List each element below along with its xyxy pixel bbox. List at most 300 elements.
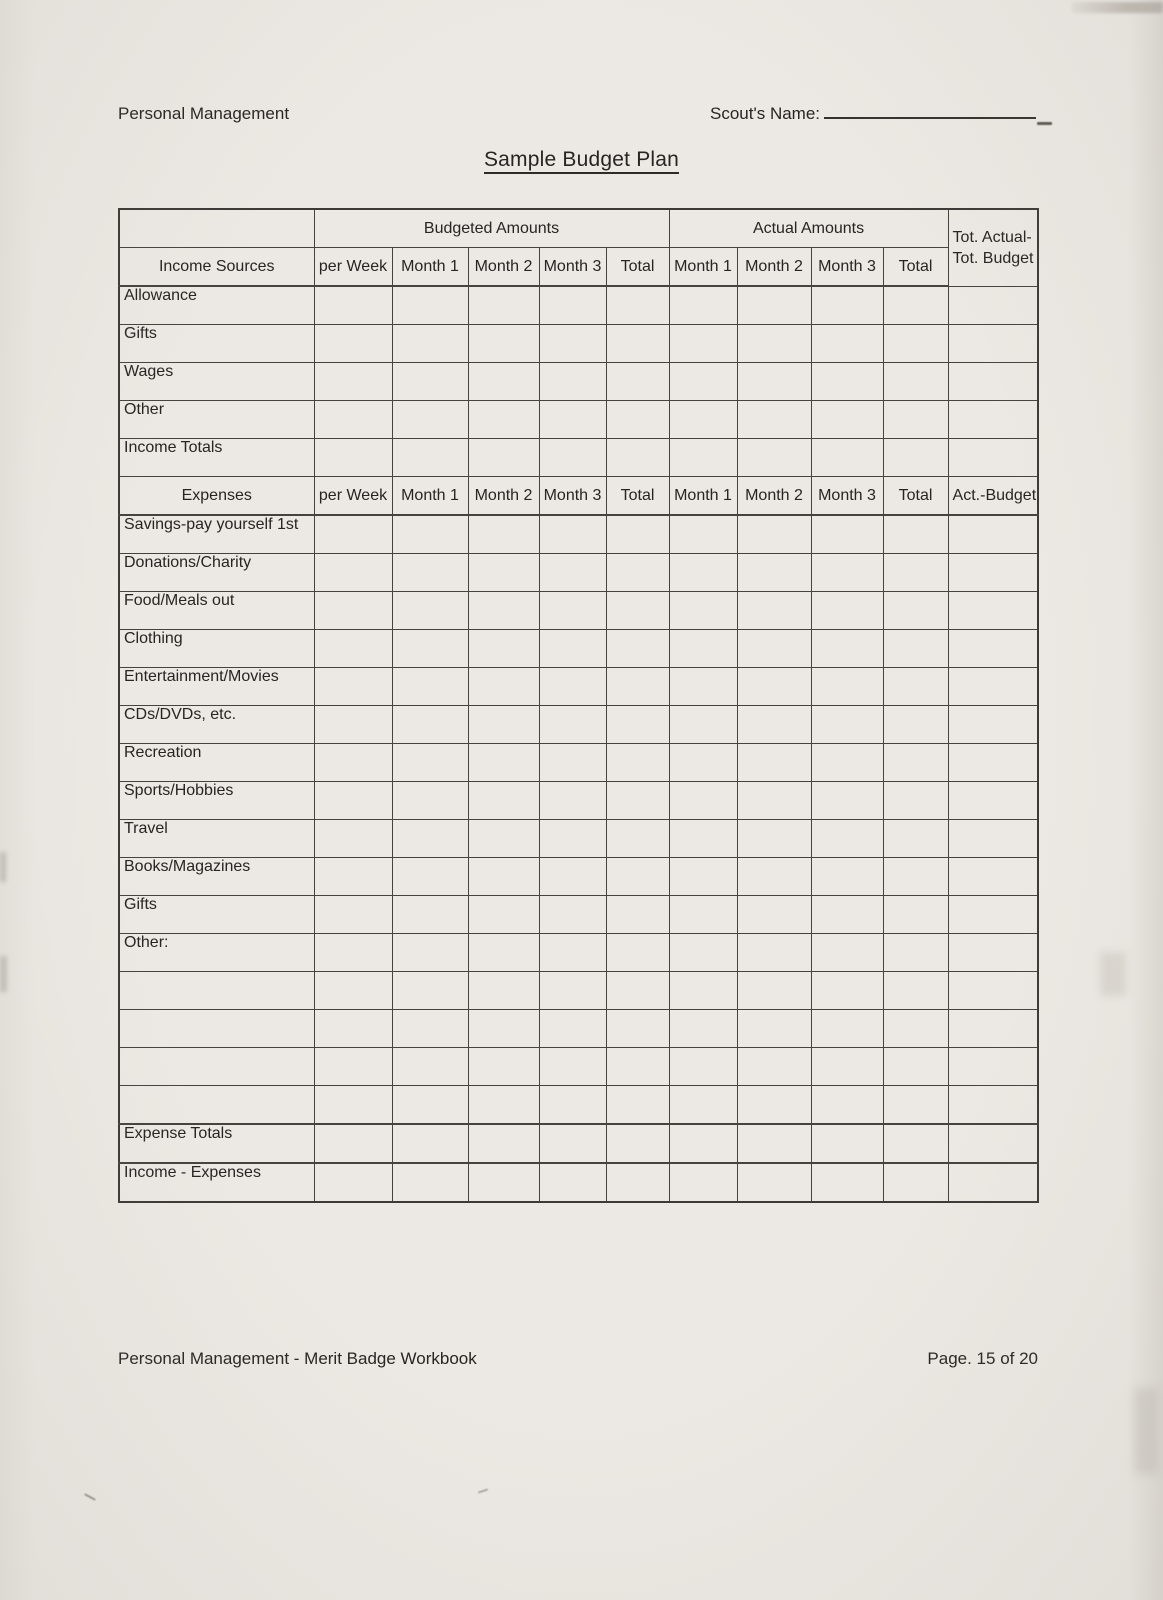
empty-data-cell [669, 896, 737, 934]
empty-data-cell [539, 1124, 606, 1163]
empty-data-cell [811, 363, 883, 401]
empty-data-cell [883, 363, 948, 401]
empty-data-cell [948, 439, 1038, 477]
empty-data-cell [539, 972, 606, 1010]
empty-data-cell [539, 706, 606, 744]
empty-data-cell [314, 1048, 392, 1086]
scan-smudge-top-right [1072, 2, 1163, 13]
empty-data-cell [468, 782, 539, 820]
empty-data-cell [669, 1086, 737, 1125]
empty-data-cell [468, 325, 539, 363]
empty-data-cell [468, 592, 539, 630]
empty-data-cell [468, 1163, 539, 1202]
empty-data-cell [737, 668, 811, 706]
expense-row-label: CDs/DVDs, etc. [119, 706, 314, 744]
empty-data-cell [392, 706, 468, 744]
empty-data-cell [811, 706, 883, 744]
empty-data-cell [669, 439, 737, 477]
empty-data-cell [811, 630, 883, 668]
empty-data-cell [948, 1086, 1038, 1125]
budget-table [118, 208, 1039, 1203]
empty-data-cell [606, 972, 669, 1010]
empty-data-cell [314, 286, 392, 325]
empty-data-cell [314, 934, 392, 972]
empty-data-cell [669, 554, 737, 592]
empty-data-cell [811, 972, 883, 1010]
empty-data-cell [606, 934, 669, 972]
expense-row [119, 592, 1038, 630]
empty-data-cell [669, 668, 737, 706]
empty-data-cell [606, 858, 669, 896]
empty-data-cell [539, 858, 606, 896]
empty-data-cell [737, 439, 811, 477]
empty-data-cell [737, 858, 811, 896]
empty-data-cell [392, 896, 468, 934]
empty-data-cell [811, 668, 883, 706]
empty-data-cell [392, 401, 468, 439]
empty-data-cell [539, 286, 606, 325]
expense-row [119, 706, 1038, 744]
table-corner-cell [119, 209, 314, 248]
empty-data-cell [468, 363, 539, 401]
empty-data-cell [883, 439, 948, 477]
empty-data-cell [392, 782, 468, 820]
empty-data-cell [811, 858, 883, 896]
empty-data-cell [392, 1048, 468, 1086]
title-row [0, 148, 1163, 172]
empty-data-cell [392, 1086, 468, 1125]
empty-data-cell [314, 630, 392, 668]
income-row-label: Wages [119, 363, 314, 401]
empty-data-cell [669, 286, 737, 325]
empty-data-cell [314, 820, 392, 858]
empty-data-cell [468, 896, 539, 934]
empty-data-cell [883, 706, 948, 744]
empty-data-cell [314, 1010, 392, 1048]
empty-data-cell [737, 363, 811, 401]
column-header: Month 3 [539, 477, 606, 516]
empty-data-cell [737, 934, 811, 972]
scan-smudge-right-1 [1100, 952, 1126, 996]
empty-data-cell [811, 286, 883, 325]
budgeted-amounts-header: Budgeted Amounts [314, 209, 669, 248]
empty-data-cell [811, 934, 883, 972]
empty-data-cell [314, 325, 392, 363]
expense-row-label: Sports/Hobbies [119, 782, 314, 820]
expense-row [119, 1048, 1038, 1086]
empty-data-cell [811, 1086, 883, 1125]
empty-data-cell [737, 1124, 811, 1163]
empty-data-cell [737, 706, 811, 744]
expense-row [119, 515, 1038, 554]
empty-row-label [119, 972, 314, 1010]
empty-data-cell [948, 782, 1038, 820]
column-header: Month 3 [539, 248, 606, 287]
empty-data-cell [392, 286, 468, 325]
empty-data-cell [392, 820, 468, 858]
expense-row [119, 934, 1038, 972]
empty-data-cell [468, 401, 539, 439]
empty-data-cell [468, 439, 539, 477]
empty-data-cell [314, 515, 392, 554]
empty-data-cell [811, 1048, 883, 1086]
empty-data-cell [606, 896, 669, 934]
empty-data-cell [539, 515, 606, 554]
empty-data-cell [883, 782, 948, 820]
empty-data-cell [392, 668, 468, 706]
empty-data-cell [314, 782, 392, 820]
empty-data-cell [737, 896, 811, 934]
empty-data-cell [737, 325, 811, 363]
expense-row [119, 782, 1038, 820]
footer-page-number: Page. 15 of 20 [927, 1349, 1038, 1368]
empty-data-cell [883, 554, 948, 592]
empty-data-cell [606, 1048, 669, 1086]
expense-row [119, 554, 1038, 592]
empty-data-cell [606, 668, 669, 706]
column-header: Month 1 [392, 248, 468, 287]
empty-data-cell [669, 515, 737, 554]
empty-data-cell [811, 592, 883, 630]
empty-data-cell [669, 820, 737, 858]
empty-data-cell [948, 744, 1038, 782]
empty-data-cell [392, 554, 468, 592]
expense-row [119, 668, 1038, 706]
scan-smudge-right-edge-2 [1134, 1388, 1158, 1474]
empty-data-cell [468, 744, 539, 782]
empty-data-cell [539, 1048, 606, 1086]
empty-data-cell [811, 401, 883, 439]
column-header: Month 2 [468, 477, 539, 516]
empty-data-cell [669, 1048, 737, 1086]
empty-data-cell [883, 744, 948, 782]
empty-data-cell [883, 972, 948, 1010]
scout-name-field [710, 104, 1036, 124]
expense-row [119, 972, 1038, 1010]
empty-data-cell [883, 1048, 948, 1086]
column-header: Total [606, 477, 669, 516]
expense-row [119, 1010, 1038, 1048]
empty-data-cell [392, 439, 468, 477]
empty-data-cell [468, 554, 539, 592]
scan-mark-dash [1037, 122, 1052, 125]
empty-data-cell [737, 1048, 811, 1086]
empty-data-cell [948, 972, 1038, 1010]
column-header: Month 3 [811, 477, 883, 516]
empty-data-cell [737, 1163, 811, 1202]
column-header: per Week [314, 477, 392, 516]
expense-row-label: Food/Meals out [119, 592, 314, 630]
empty-data-cell [606, 706, 669, 744]
empty-data-cell [606, 439, 669, 477]
budget-table-body [119, 209, 1038, 1202]
expense-row [119, 896, 1038, 934]
expense-row-label: Entertainment/Movies [119, 668, 314, 706]
empty-data-cell [948, 668, 1038, 706]
empty-data-cell [468, 515, 539, 554]
empty-data-cell [948, 706, 1038, 744]
page-title: Sample Budget Plan [484, 148, 679, 174]
empty-data-cell [948, 554, 1038, 592]
empty-data-cell [669, 934, 737, 972]
column-header: Month 3 [811, 248, 883, 287]
income-row [119, 363, 1038, 401]
empty-data-cell [392, 1163, 468, 1202]
scan-mark-bottom-center [478, 1489, 488, 1494]
empty-data-cell [606, 401, 669, 439]
empty-data-cell [468, 668, 539, 706]
empty-data-cell [811, 896, 883, 934]
empty-data-cell [948, 592, 1038, 630]
income-row [119, 286, 1038, 325]
empty-data-cell [737, 630, 811, 668]
empty-data-cell [811, 820, 883, 858]
empty-data-cell [314, 592, 392, 630]
column-header: Month 2 [468, 248, 539, 287]
income-row [119, 401, 1038, 439]
income-row-label: Other [119, 401, 314, 439]
empty-data-cell [392, 630, 468, 668]
empty-data-cell [468, 934, 539, 972]
tot-actual-tot-budget-header: Tot. Actual- Tot. Budget [948, 209, 1038, 286]
column-header: Month 1 [669, 248, 737, 287]
empty-data-cell [314, 401, 392, 439]
empty-data-cell [737, 286, 811, 325]
empty-data-cell [948, 363, 1038, 401]
expense-row [119, 1124, 1038, 1163]
empty-data-cell [314, 554, 392, 592]
expense-row-label: Expense Totals [119, 1124, 314, 1163]
empty-data-cell [606, 554, 669, 592]
empty-data-cell [468, 1086, 539, 1125]
empty-data-cell [539, 668, 606, 706]
empty-data-cell [669, 325, 737, 363]
empty-data-cell [811, 1163, 883, 1202]
empty-data-cell [314, 439, 392, 477]
empty-data-cell [539, 896, 606, 934]
empty-data-cell [468, 286, 539, 325]
empty-data-cell [669, 630, 737, 668]
empty-data-cell [539, 820, 606, 858]
expense-row [119, 1086, 1038, 1125]
empty-data-cell [606, 820, 669, 858]
empty-data-cell [539, 401, 606, 439]
empty-data-cell [314, 668, 392, 706]
empty-data-cell [539, 744, 606, 782]
empty-data-cell [392, 515, 468, 554]
empty-data-cell [737, 592, 811, 630]
empty-data-cell [948, 630, 1038, 668]
empty-data-cell [606, 515, 669, 554]
empty-data-cell [883, 1086, 948, 1125]
empty-data-cell [883, 858, 948, 896]
expense-row [119, 630, 1038, 668]
empty-data-cell [606, 744, 669, 782]
empty-data-cell [669, 1010, 737, 1048]
actual-amounts-header: Actual Amounts [669, 209, 948, 248]
empty-data-cell [606, 630, 669, 668]
empty-data-cell [669, 1163, 737, 1202]
empty-data-cell [883, 515, 948, 554]
empty-data-cell [883, 286, 948, 325]
expense-row-label: Travel [119, 820, 314, 858]
empty-data-cell [883, 1010, 948, 1048]
column-header: Month 2 [737, 248, 811, 287]
column-header: per Week [314, 248, 392, 287]
empty-data-cell [948, 858, 1038, 896]
empty-data-cell [314, 363, 392, 401]
empty-data-cell [948, 401, 1038, 439]
income-column-header-row [119, 248, 1038, 287]
footer-workbook-title: Personal Management - Merit Badge Workbook [118, 1349, 477, 1368]
empty-data-cell [669, 972, 737, 1010]
empty-data-cell [883, 401, 948, 439]
empty-data-cell [737, 515, 811, 554]
empty-data-cell [948, 1048, 1038, 1086]
empty-data-cell [948, 325, 1038, 363]
document-footer [118, 1349, 1038, 1369]
empty-data-cell [539, 782, 606, 820]
empty-data-cell [737, 554, 811, 592]
empty-data-cell [883, 1124, 948, 1163]
act-budget-header: Act.-Budget [948, 477, 1038, 516]
empty-data-cell [669, 706, 737, 744]
empty-data-cell [392, 858, 468, 896]
empty-data-cell [539, 1163, 606, 1202]
empty-data-cell [468, 706, 539, 744]
expense-row-label: Recreation [119, 744, 314, 782]
empty-data-cell [392, 1124, 468, 1163]
empty-data-cell [811, 1010, 883, 1048]
empty-data-cell [314, 1086, 392, 1125]
expense-row [119, 1163, 1038, 1202]
scout-name-blank-line [824, 116, 1036, 119]
column-header: Month 1 [392, 477, 468, 516]
empty-data-cell [948, 286, 1038, 325]
empty-data-cell [539, 1010, 606, 1048]
empty-data-cell [737, 1086, 811, 1125]
column-header: Total [606, 248, 669, 287]
empty-data-cell [539, 325, 606, 363]
empty-data-cell [811, 744, 883, 782]
empty-data-cell [606, 1010, 669, 1048]
expense-row-label: Clothing [119, 630, 314, 668]
empty-data-cell [314, 1124, 392, 1163]
column-header: Month 2 [737, 477, 811, 516]
empty-data-cell [606, 782, 669, 820]
empty-data-cell [606, 286, 669, 325]
empty-data-cell [737, 401, 811, 439]
column-header: Total [883, 477, 948, 516]
empty-data-cell [948, 515, 1038, 554]
empty-data-cell [883, 1163, 948, 1202]
empty-data-cell [539, 1086, 606, 1125]
empty-data-cell [468, 858, 539, 896]
expense-row-label: Books/Magazines [119, 858, 314, 896]
empty-data-cell [811, 439, 883, 477]
expense-row-label: Donations/Charity [119, 554, 314, 592]
empty-data-cell [737, 820, 811, 858]
empty-data-cell [314, 1163, 392, 1202]
empty-data-cell [883, 668, 948, 706]
empty-data-cell [539, 363, 606, 401]
income-sources-header: Income Sources [119, 248, 314, 287]
empty-data-cell [392, 972, 468, 1010]
scan-mark-bottom-left [84, 1493, 96, 1500]
empty-data-cell [392, 592, 468, 630]
empty-data-cell [314, 896, 392, 934]
empty-data-cell [468, 630, 539, 668]
column-header: Month 1 [669, 477, 737, 516]
empty-data-cell [539, 592, 606, 630]
empty-data-cell [468, 1124, 539, 1163]
empty-data-cell [468, 1010, 539, 1048]
empty-data-cell [948, 1163, 1038, 1202]
scan-smudge-left-edge-1 [0, 852, 6, 882]
empty-data-cell [948, 1124, 1038, 1163]
empty-data-cell [314, 858, 392, 896]
scan-smudge-left-edge-2 [0, 956, 7, 992]
empty-data-cell [606, 363, 669, 401]
empty-data-cell [948, 934, 1038, 972]
empty-data-cell [737, 744, 811, 782]
empty-data-cell [392, 744, 468, 782]
empty-data-cell [539, 554, 606, 592]
expense-column-header-row [119, 477, 1038, 516]
empty-data-cell [468, 820, 539, 858]
empty-data-cell [737, 1010, 811, 1048]
empty-data-cell [883, 896, 948, 934]
empty-data-cell [669, 744, 737, 782]
expense-row [119, 858, 1038, 896]
empty-data-cell [811, 325, 883, 363]
empty-row-label [119, 1048, 314, 1086]
empty-data-cell [606, 325, 669, 363]
empty-data-cell [883, 820, 948, 858]
empty-data-cell [669, 782, 737, 820]
empty-data-cell [669, 1124, 737, 1163]
empty-data-cell [392, 363, 468, 401]
income-row [119, 439, 1038, 477]
empty-data-cell [606, 1163, 669, 1202]
empty-data-cell [606, 1124, 669, 1163]
empty-row-label [119, 1010, 314, 1048]
empty-data-cell [811, 515, 883, 554]
scout-name-label: Scout's Name: [710, 104, 821, 123]
empty-data-cell [669, 401, 737, 439]
empty-data-cell [669, 858, 737, 896]
expenses-header: Expenses [119, 477, 314, 516]
document-header-left: Personal Management [118, 104, 290, 123]
expense-row [119, 820, 1038, 858]
empty-data-cell [883, 934, 948, 972]
income-row-label: Allowance [119, 286, 314, 325]
income-row-label: Gifts [119, 325, 314, 363]
empty-data-cell [669, 592, 737, 630]
empty-data-cell [811, 554, 883, 592]
empty-data-cell [883, 325, 948, 363]
empty-data-cell [314, 706, 392, 744]
expense-row-label: Savings-pay yourself 1st [119, 515, 314, 554]
empty-data-cell [392, 325, 468, 363]
empty-data-cell [314, 744, 392, 782]
expense-row [119, 744, 1038, 782]
empty-data-cell [811, 782, 883, 820]
empty-data-cell [539, 630, 606, 668]
expense-row-label: Gifts [119, 896, 314, 934]
expense-row-label: Other: [119, 934, 314, 972]
empty-data-cell [669, 363, 737, 401]
